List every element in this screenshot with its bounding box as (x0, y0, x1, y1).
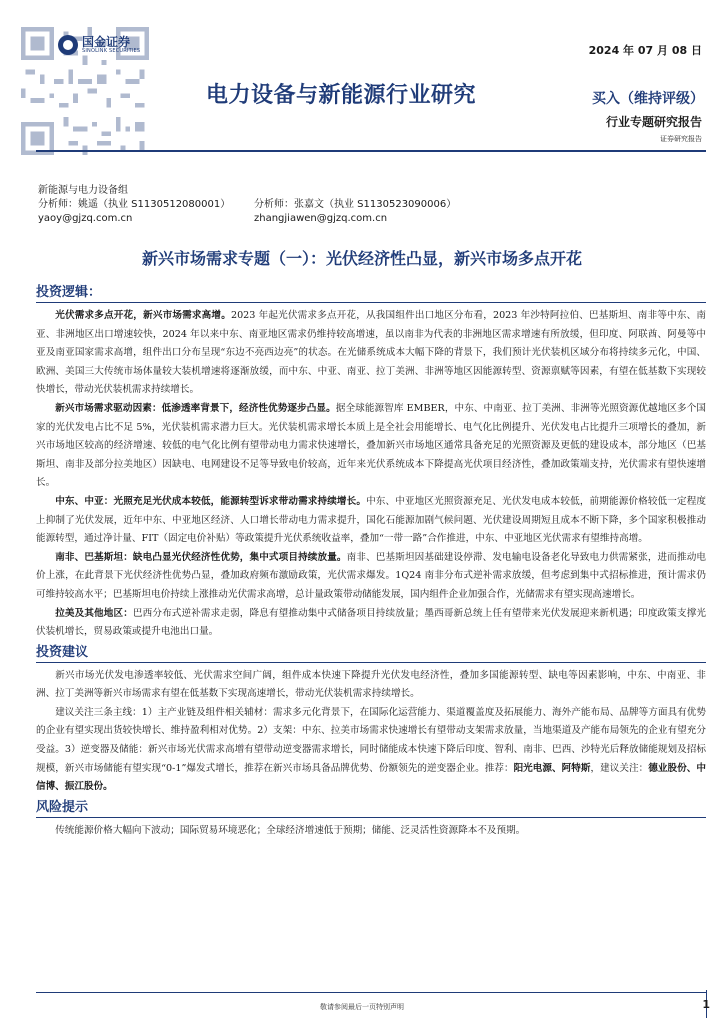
logo-name-en: SINOLINK SECURITIES (82, 48, 141, 54)
footer-disclaimer[interactable]: 敬请参阅最后一页特别声明 (320, 1003, 404, 1011)
section-heading-advice: 投资建议 (36, 644, 89, 660)
section-divider (36, 817, 706, 818)
company-logo (58, 34, 140, 56)
paragraph (36, 549, 706, 605)
paragraph (36, 493, 706, 549)
paragraph-lead: 拉美及其他地区： (55, 607, 133, 619)
header-divider (36, 150, 706, 152)
paragraph-text: 南非、巴基斯坦因基础建设停滞、发电输电设备老化导致电力供需紧张，进而推动电价上涨，在此背景下光伏经济性优势凸显，叠加政府频布激励政策，光伏需求爆发。1Q24 南非分布式逆补需求放缓，但考虑到集中式招标推进，预计需求仍可维持较高水平；巴基斯坦电价持续上涨推动光伏需求高增，总计量政策带动储能发展，国内组件企业加强合作，光储需求有望实现高速增长。 (36, 551, 707, 600)
paragraph: 传统能源价格大幅向下波动；国际贸易环境恶化；全球经济增速低于预期；储能、泛灵活性资源降本不及预期。 (55, 824, 526, 836)
paragraph-lead: 中东、中亚：光照充足光伏成本较低，能源转型诉求带动需求持续增长。 (55, 495, 367, 507)
industry-title: 电力设备与新能源行业研究 (206, 83, 477, 108)
page-number: 1 (702, 998, 710, 1011)
analyst-1: 分析师：姚遥（执业 S1130512080001） (38, 199, 231, 210)
section-heading-risk: 风险提示 (36, 799, 89, 815)
section-divider (36, 662, 706, 663)
recommended-stocks: 阳光电源、阿特斯 (513, 762, 591, 774)
paragraph (36, 704, 706, 797)
section-heading-logic: 投资逻辑： (36, 285, 102, 300)
paragraph-text: 巴西分布式逆补需求走弱，降息有望推动集中式储备项目持续放量；墨西哥新总统上任有望带来光伏发展迎来新机遇；印度政策支撑光伏装机增长，贸易政策或提升电池出口量。 (36, 607, 707, 638)
paragraph (36, 307, 706, 400)
report-date: 2024 年 07 月 08 日 (588, 44, 702, 57)
analyst-block (38, 184, 456, 226)
footer-divider (36, 992, 706, 993)
report-title: 新兴市场需求专题（一）：光伏经济性凸显，新兴市场多点开花 (141, 249, 582, 268)
paragraph-text: ，建议关注： (590, 762, 649, 774)
paragraph-lead: 光伏需求多点开花，新兴市场需求高增。 (55, 310, 231, 321)
logo-name-cn: 国金证券 (82, 35, 131, 49)
analyst-2-email[interactable]: zhangjiawen@gjzq.com.cn (254, 213, 388, 224)
rating-badge: 买入（维持评级） (592, 91, 704, 107)
section-divider (36, 302, 706, 303)
report-type: 行业专题研究报告 (605, 115, 702, 129)
watch-stocks: 德业股份、中信博、振江股份。 (36, 762, 707, 793)
analyst-group: 新能源与电力设备组 (38, 185, 128, 196)
paragraph-text: 2023 年起光伏需求多点开花，从我国组件出口地区分布看，2023 年沙特阿拉伯、巴基斯坦、南非等中东、南亚、非洲地区出口增速较快，2024 年以来中东、南亚地区需求仍维持较高增速，虽以南非为代表的非洲地区需求增速有所放缓，但印度、阿联酋、阿曼等中亚及南亚国家需求高增，组件出口分布呈现“东边不亮西边亮”的状态。在光储系统成本大幅下降的背景下，我们预计光伏装机区域分布将持续多元化，中国、欧洲、美国三大传统市场体量较大装机增速将逐渐放缓，而中东、中亚、南亚、拉丁美洲、非洲等地区因能源转型、资源禀赋等因素，有望在低基数下实现较快增长，带动光伏装机需求持续增长。 (36, 310, 706, 396)
paragraph-lead: 新兴市场需求驱动因素：低渗透率背景下，经济性优势逐步凸显。 (55, 402, 336, 414)
paragraph (36, 400, 706, 493)
paragraph-text: 建议关注三条主线：1）主产业链及组件相关辅材：需求多元化背景下，在国际化运营能力、渠道覆盖度及拓展能力、海外产能布局、品牌等方面具有优势的企业有望实现出货较快增长、维持盈利相对优势。2）支架：中东、拉美市场需求快速增长有望带动支架需求放量，当地渠道及产能布局领先的企业有望充分受益。3）逆变器及储能：新兴市场光伏需求高增有望带动逆变器需求增长，同时储能成本快速下降后印度、智利、南非、巴西、沙特光后释放储能规划及招标规模，新兴市场储能有望实现“0-1”爆发式增长，推荐在新兴市场具备品牌优势、份额领先的逆变器企业。推荐： (36, 706, 706, 774)
analyst-1-email[interactable]: yaoy@gjzq.com.cn (38, 213, 133, 224)
analyst-2: 分析师：张嘉文（执业 S1130523090006） (254, 199, 457, 210)
paragraph-text: 据全球能源智库 EMBER，中东、中南亚、拉丁美洲、非洲等光照资源优越地区多个国家的光伏发电占比不足 5%，光伏装机需求潜力巨大。光伏装机需求增长本质上是全社会用能增长、电气化比例提升、光伏发电占比提升三项增长的叠加，新兴市场地区较高的经济增速、较低的电气化比例有望带动电力需求快速增长，叠加新兴市场地区通常具备充足的光照资源及更低的建设成本，部分地区（巴基斯坦、南非及部分拉美地区）因缺电、电网建设不足等导致电价较高，近年来光伏系统成本下降提高光伏项目经济性，叠加政策端支持，光伏需求有望快速增长。 (36, 402, 707, 489)
paragraph: 新兴市场光伏发电渗透率较低、光伏需求空间广阔，组件成本快速下降提升光伏发电经济性，叠加多国能源转型、缺电等因素影响，中东、中南亚、非洲、拉丁美洲等新兴市场需求有望在低基数下实现高速增长，带动光伏装机需求持续增长。 (36, 669, 706, 700)
report-subtype: 证券研究报告 (660, 135, 702, 143)
paragraph-text: 中东、中亚地区光照资源充足、光伏发电成本较低，前期能源价格较低一定程度上抑制了光伏发展，近年中东、中亚地区经济、人口增长带动电力需求提升，国化石能源加剧气候问题、光伏建设周期短且成本不断下降，多个国家积极推动能源转型，通过净计量、FIT（固定电价补贴）等政策提升光伏系统收益率，叠加“一带一路”合作推进，中东、中亚地区光伏需求有望维持高增。 (36, 495, 707, 545)
report-body (36, 284, 706, 840)
paragraph (36, 605, 706, 642)
paragraph-lead: 南非、巴基斯坦：缺电凸显光伏经济性优势，集中式项目持续放量。 (55, 551, 347, 563)
logo-icon (58, 35, 78, 55)
